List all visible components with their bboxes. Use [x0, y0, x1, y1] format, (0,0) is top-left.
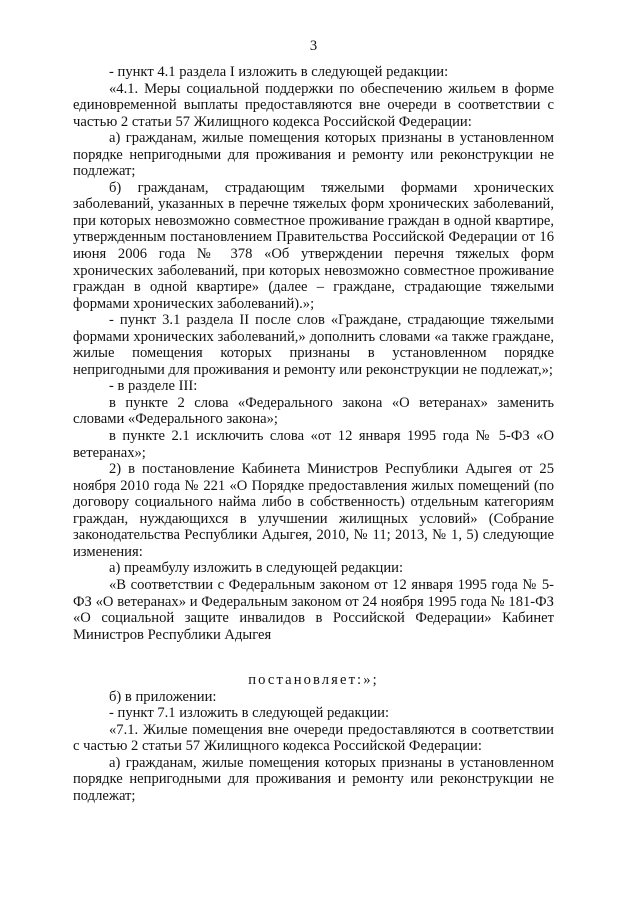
paragraph-section-3: - в разделе III:	[109, 378, 198, 395]
paragraph-appendix: б) в приложении:	[109, 688, 217, 705]
paragraph-resolution-221: 2) в постановление Кабинета Министров Республики Адыгея от 25 ноября 2010 года № 221 «О Порядке предоставления жилых помещений (по договору социального найма либо в собственность) отдельным категориям граждан, нуждающихся в улучшении жилищных условий» (Собрание законодательства Республики Адыгея, 2010, № 11; 2013, № 1, 5) следующие изменения:	[73, 461, 554, 560]
paragraph-postanovlyaet: постановляет:»;	[248, 672, 379, 689]
paragraph-clause-4-1: «4.1. Меры социальной поддержки по обеспечению жильем в форме единовременной выплаты предоставляются вне очереди в соответствии с частью 2 статьи 57 Жилищного кодекса Российской Федерации:	[73, 80, 554, 130]
vertical-spacer	[73, 643, 554, 672]
paragraph-subclause-b: б) гражданам, страдающим тяжелыми формами хронических заболеваний, указанных в перечне тяжелых форм хронических заболеваний, при которых невозможно совместное проживание граждан в одной квартире, утвержденным постановлением Правительства Российской Федерации от 16 июня 2006 года № 378 «Об утверждении перечня тяжелых форм хронических заболеваний, при которых невозможно совместное проживание граждан в одной квартире» (далее – граждане, страдающие тяжелыми формами хронических заболеваний).»;	[73, 179, 554, 312]
paragraph-amend-3-1: - пункт 3.1 раздела II после слов «Граждане, страдающие тяжелыми формами хронических заболеваний,» дополнить словами «а также граждане, жилые помещения которых признаны в установленном порядке непригодными для проживания и ремонту или реконструкции не подлежат,»;	[73, 312, 554, 378]
paragraph-point-2-1: в пункте 2.1 исключить слова «от 12 января 1995 года № 5-ФЗ «О ветеранах»;	[73, 428, 554, 461]
paragraph-amend-4-1-intro: - пункт 4.1 раздела I изложить в следующей редакции:	[109, 64, 449, 80]
paragraph-clause-7-1-a: а) гражданам, жилые помещения которых признаны в установленном порядке непригодными для проживания и ремонту или реконструкции не подлежат;	[73, 754, 554, 804]
paragraph-preamble-text: «В соответствии с Федеральным законом от 12 января 1995 года № 5-ФЗ «О ветеранах» и Федеральным законом от 24 ноября 1995 года № 181-ФЗ «О социальной защите инвалидов в Российской Федерации» Кабинет Министров Республики Адыгея	[73, 576, 554, 643]
paragraph-preamble-intro: а) преамбулу изложить в следующей редакции:	[109, 560, 404, 577]
paragraph-point-2: в пункте 2 слова «Федерального закона «О ветеранах» заменить словами «Федерального закона»;	[73, 394, 554, 428]
paragraph-amend-7-1-intro: - пункт 7.1 изложить в следующей редакции:	[109, 705, 390, 722]
paragraph-clause-7-1: «7.1. Жилые помещения вне очереди предоставляются в соответствии с частью 2 статьи 57 Жилищного кодекса Российской Федерации:	[73, 721, 554, 755]
paragraph-subclause-a: а) гражданам, жилые помещения которых признаны в установленном порядке непригодными для проживания и ремонту или реконструкции не подлежат;	[73, 130, 554, 180]
page-number: 3	[309, 38, 318, 54]
